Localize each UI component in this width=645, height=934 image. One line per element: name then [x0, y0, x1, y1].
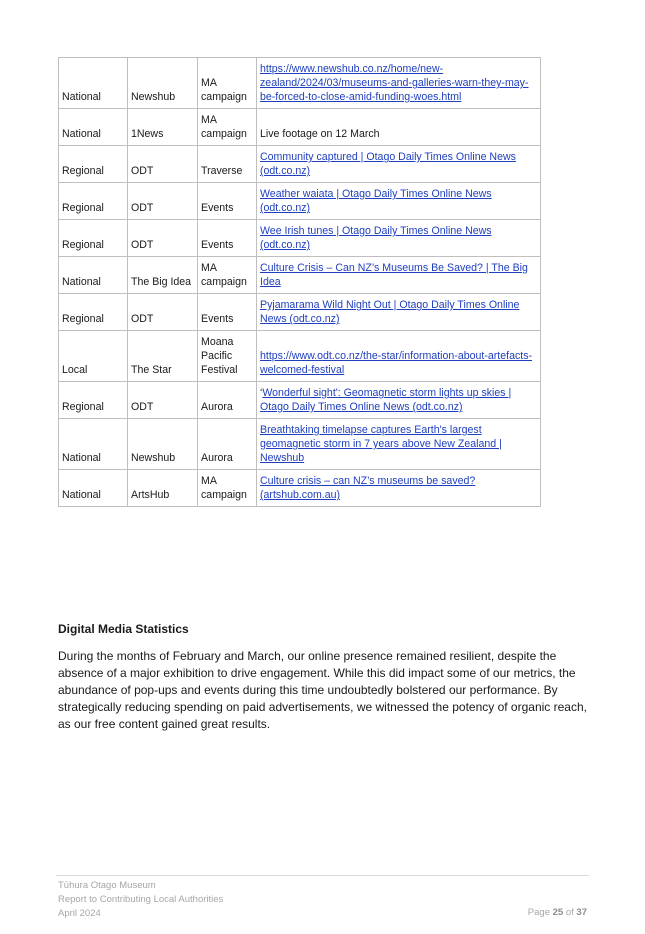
article-link[interactable]: https://www.odt.co.nz/the-star/information-about-artefacts-welcomed-festival — [260, 350, 533, 376]
table-row — [59, 294, 541, 331]
quote-mark: ‘ — [260, 387, 263, 399]
coverage-cell — [257, 419, 541, 470]
table-row — [59, 220, 541, 257]
scope-cell: National — [59, 257, 128, 294]
topic-cell: Moana Pacific Festival — [198, 331, 257, 382]
article-link[interactable]: Wonderful sight': Geomagnetic storm lights up skies | Otago Daily Times Online News (odt.co.nz) — [260, 387, 512, 413]
topic-cell: Traverse — [198, 146, 257, 183]
media-coverage-table — [58, 57, 541, 507]
outlet-cell: ODT — [128, 382, 198, 419]
article-link[interactable]: Pyjamarama Wild Night Out | Otago Daily Times Online News (odt.co.nz) — [260, 299, 520, 325]
outlet-cell: ODT — [128, 183, 198, 220]
topic-cell: MA campaign — [198, 470, 257, 507]
table-row — [59, 146, 541, 183]
topic-cell: MA campaign — [198, 58, 257, 109]
table-row — [59, 382, 541, 419]
coverage-cell — [257, 183, 541, 220]
coverage-cell — [257, 294, 541, 331]
section-paragraph: During the months of February and March, our online presence remained resilient, despite the absence of a major exhibition to drive engagement. While this did impact some of our metrics, the abundance of pop-ups and events during this time undoubtedly bolstered our performance. By strategically reducing spending on paid advertisements, we witnessed the potency of organic reach, as our free content gained great results. — [58, 649, 587, 731]
page-current: 25 — [552, 907, 564, 918]
scope-cell: Regional — [59, 294, 128, 331]
article-link[interactable]: Breathtaking timelapse captures Earth's largest geomagnetic storm in 7 years above New Zealand | Newshub — [260, 424, 502, 464]
scope-cell: Local — [59, 331, 128, 382]
coverage-cell — [257, 257, 541, 294]
table-row — [59, 419, 541, 470]
coverage-note: Live footage on 12 March — [260, 128, 380, 140]
coverage-cell — [257, 382, 541, 419]
coverage-cell — [257, 331, 541, 382]
outlet-cell: ODT — [128, 294, 198, 331]
outlet-cell: 1News — [128, 109, 198, 146]
topic-cell: MA campaign — [198, 109, 257, 146]
outlet-cell: ODT — [128, 220, 198, 257]
footer-report-title: Report to Contributing Local Authorities — [58, 894, 224, 905]
page-prefix: Page — [527, 907, 550, 918]
table-row — [59, 183, 541, 220]
topic-cell: Events — [198, 183, 257, 220]
article-link[interactable]: Wee Irish tunes | Otago Daily Times Online News (odt.co.nz) — [260, 225, 492, 251]
article-link[interactable]: Culture Crisis – Can NZ’s Museums Be Saved? | The Big Idea — [260, 262, 528, 288]
table-row — [59, 331, 541, 382]
coverage-cell — [257, 220, 541, 257]
article-link[interactable]: https://www.newshub.co.nz/home/new-zealand/2024/03/museums-and-galleries-warn-they-may-be-forced-to-close-amid-funding-woes.html — [260, 63, 529, 103]
scope-cell: National — [59, 58, 128, 109]
scope-cell: National — [59, 109, 128, 146]
topic-cell: Events — [198, 294, 257, 331]
footer-date: April 2024 — [58, 908, 101, 919]
scope-cell: National — [59, 470, 128, 507]
topic-cell: Events — [198, 220, 257, 257]
table-row — [59, 58, 541, 109]
outlet-cell: ArtsHub — [128, 470, 198, 507]
outlet-cell: ODT — [128, 146, 198, 183]
scope-cell: Regional — [59, 146, 128, 183]
table-row — [59, 109, 541, 146]
outlet-cell: Newshub — [128, 419, 198, 470]
coverage-cell — [257, 109, 541, 146]
coverage-cell — [257, 146, 541, 183]
topic-cell: Aurora — [198, 382, 257, 419]
footer — [58, 879, 223, 921]
article-link[interactable]: Culture crisis – can NZ’s museums be saved? (artshub.com.au) — [260, 475, 476, 501]
page-number — [528, 907, 587, 918]
scope-cell: Regional — [59, 183, 128, 220]
coverage-cell — [257, 470, 541, 507]
article-link[interactable]: Community captured | Otago Daily Times Online News (odt.co.nz) — [260, 151, 516, 177]
outlet-cell: Newshub — [128, 58, 198, 109]
outlet-cell: The Big Idea — [128, 257, 198, 294]
table-row — [59, 470, 541, 507]
footer-org: Tūhura Otago Museum — [58, 880, 156, 891]
scope-cell: Regional — [59, 382, 128, 419]
scope-cell: Regional — [59, 220, 128, 257]
page-total: 37 — [576, 907, 587, 918]
page-of: of — [565, 907, 574, 918]
footer-divider — [56, 875, 589, 876]
section-heading: Digital Media Statistics — [58, 622, 189, 636]
coverage-cell — [257, 58, 541, 109]
topic-cell: Aurora — [198, 419, 257, 470]
article-link[interactable]: Weather waiata | Otago Daily Times Online News (odt.co.nz) — [260, 188, 492, 214]
table-row — [59, 257, 541, 294]
scope-cell: National — [59, 419, 128, 470]
topic-cell: MA campaign — [198, 257, 257, 294]
outlet-cell: The Star — [128, 331, 198, 382]
